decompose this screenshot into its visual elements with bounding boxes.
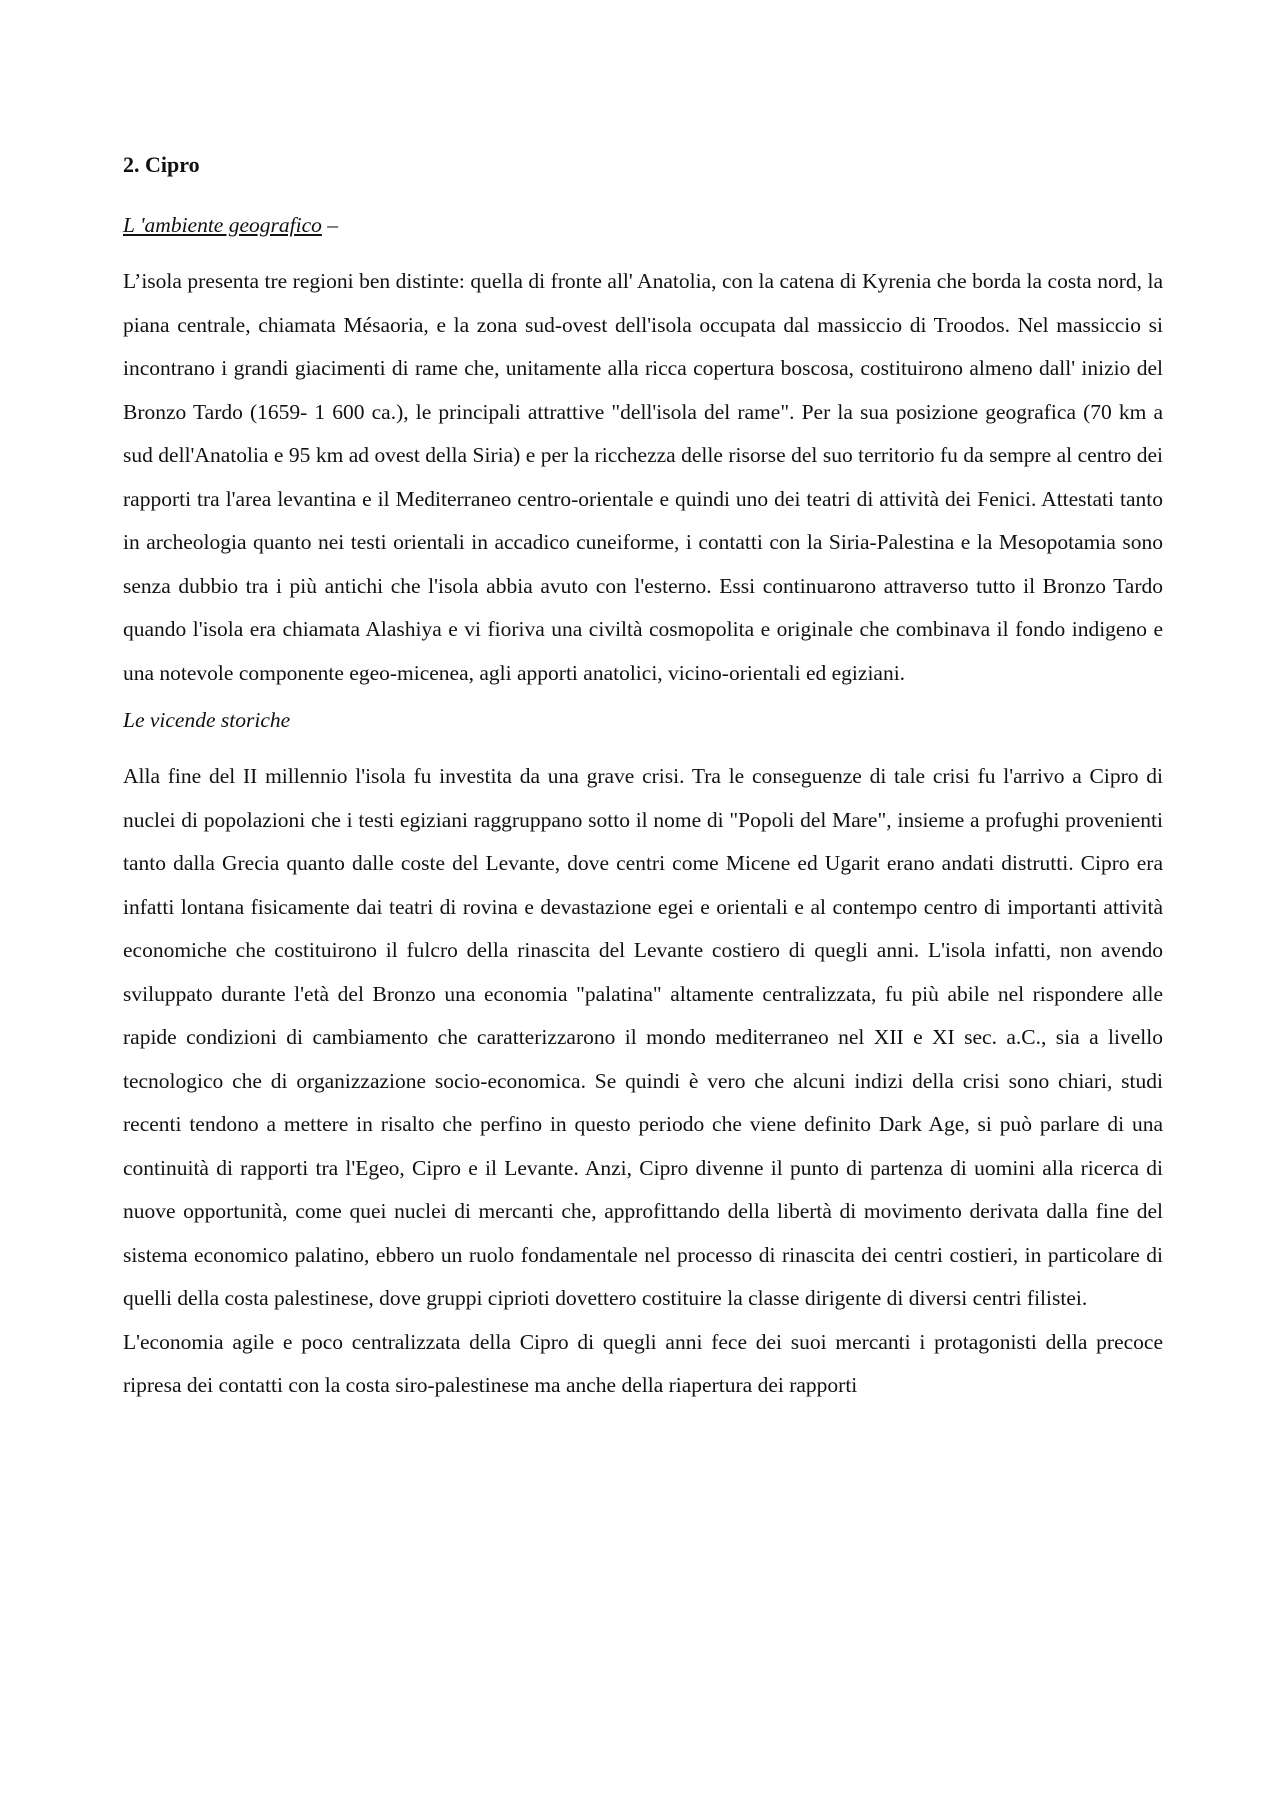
section-title-history: Le vicende storiche	[123, 708, 291, 732]
paragraph-history-1: Alla fine del II millennio l'isola fu investita da una grave crisi. Tra le conseguenze di tale crisi fu l'arrivo a Cipro di nuclei di popolazioni che i testi egiziani raggruppano sotto il nome di "Popoli del Mare", insieme a profughi provenienti tanto dalla Grecia quanto dalle coste del Levante, dove centri come Micene ed Ugarit erano andati distrutti. Cipro era infatti lontana fisicamente dai teatri di rovina e devastazione egei e orientali e al contempo centro di importanti attività economiche che costituirono il fulcro della rinascita del Levante costiero di quegli anni. L'isola infatti, non avendo sviluppato durante l'età del Bronzo una economia "palatina" altamente centralizzata, fu più abile nel rispondere alle rapide condizioni di cambiamento che caratterizzarono il mondo mediterraneo nel XII e XI sec. a.C., sia a livello tecnologico che di organizzazione socio-economica. Se quindi è vero che alcuni indizi della crisi sono chiari, studi recenti tendono a mettere in risalto che perfino in questo periodo che viene definito Dark Age, si può parlare di una continuità di rapporti tra l'Egeo, Cipro e il Levante. Anzi, Cipro divenne il punto di partenza di uomini alla ricerca di nuove opportunità, come quei nuclei di mercanti che, approfittando della libertà di movimento derivata dalla fine del sistema economico palatino, ebbero un ruolo fondamentale nel processo di rinascita dei centri costieri, in particolare di quelli della costa palestinese, dove gruppi ciprioti dovettero costituire la classe dirigente di diversi centri filistei.	[123, 764, 1163, 1310]
section-title-geography-dash: –	[321, 213, 338, 237]
paragraph-history-2: L'economia agile e poco centralizzata della Cipro di quegli anni fece dei suoi mercanti i protagonisti della precoce ripresa dei contatti con la costa siro-palestinese ma anche della riapertura dei rapporti	[123, 1329, 1163, 1397]
section-title-geography-text: L 'ambiente geografico	[123, 213, 322, 237]
paragraph-geography: L’isola presenta tre regioni ben distinte: quella di fronte all' Anatolia, con la catena di Kyrenia che borda la costa nord, la piana centrale, chiamata Mésaoria, e la zona sud-ovest dell'isola occupata dal massiccio di Troodos. Nel massiccio si incontrano i grandi giacimenti di rame che, unitamente alla ricca copertura boscosa, costituirono almeno dall' inizio del Bronzo Tardo (1659- 1 600 ca.), le principali attrattive "dell'isola del rame". Per la sua posizione geografica (70 km a sud dell'Anatolia e 95 km ad ovest della Siria) e per la ricchezza delle risorse del suo territorio fu da sempre al centro dei rapporti tra l'area levantina e il Mediterraneo centro-orientale e quindi uno dei teatri di attività dei Fenici. Attestati tanto in archeologia quanto nei testi orientali in accadico cuneiforme, i contatti con la Siria-Palestina e la Mesopotamia sono senza dubbio tra i più antichi che l'isola abbia avuto con l'esterno. Essi continuarono attraverso tutto il Bronzo Tardo quando l'isola era chiamata Alashiya e vi fioriva una civiltà cosmopolita e originale che combinava il fondo indigeno e una notevole componente egeo-micenea, agli apporti anatolici, vicino-orientali ed egiziani.	[123, 269, 1163, 685]
document-page	[123, 150, 1163, 1408]
section-title-geography	[123, 210, 1163, 240]
chapter-heading: 2. Cipro	[123, 152, 200, 177]
